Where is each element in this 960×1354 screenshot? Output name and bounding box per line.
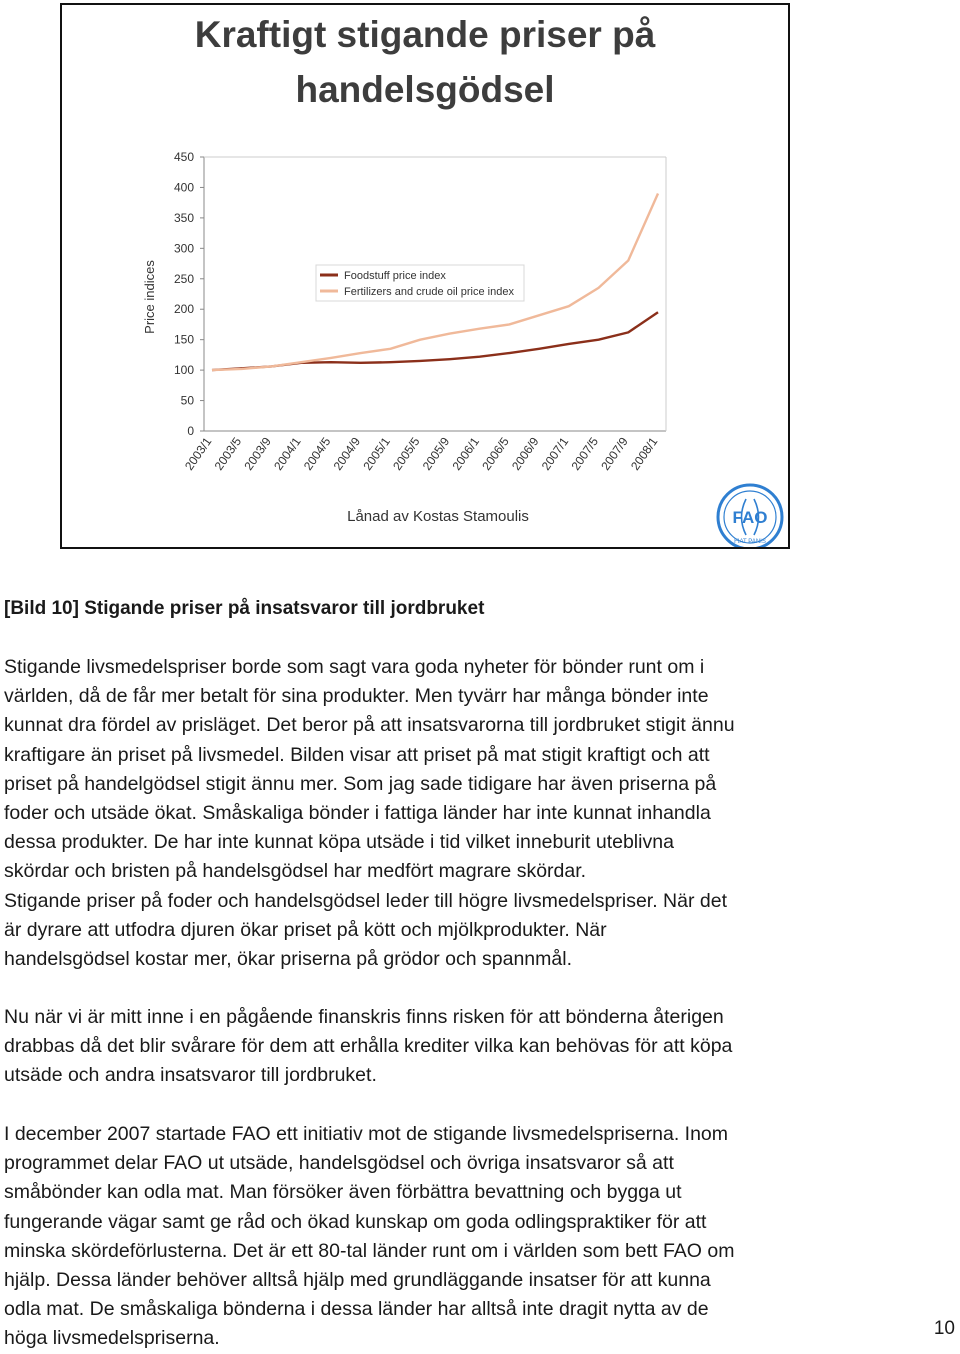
x-tick-label: 2003/5 [211,434,245,473]
y-tick-label: 200 [173,302,194,317]
paragraph-line: utsäde och andra insatsvaror till jordbruket. [4,1064,377,1087]
paragraph-line: Stigande priser på foder och handelsgödsel leder till högre livsmedelspriser. När det [4,889,727,912]
paragraph-line: fungerande vägar samt ge råd och ökad kunskap om goda odlingspraktiker för att [4,1210,707,1233]
x-tick-label: 2006/1 [449,434,483,473]
x-tick-label: 2005/1 [360,434,393,473]
x-tick-label: 2006/9 [509,434,542,473]
x-tick-label: 2005/5 [390,434,423,473]
x-tick-label: 2007/5 [568,434,601,473]
paragraph-line: småbönder kan odla mat. Man försöker även förbättra bevattning och bygga ut [4,1181,682,1204]
paragraph-line: handelsgödsel kostar mer, ökar priserna på grödor och spannmål. [4,948,572,971]
paragraph-line: drabbas då det blir svårare för dem att erhålla krediter vilka kan behövas för att köpa [4,1035,733,1058]
y-tick-label: 450 [173,150,194,164]
y-tick-label: 350 [173,210,194,225]
x-tick-label: 2007/1 [538,434,572,473]
y-tick-label: 50 [180,393,194,408]
x-tick-label: 2003/1 [181,434,215,473]
fao-logo [718,485,782,547]
x-tick-label: 2004/1 [271,434,304,473]
slide-title-line-1: Kraftigt stigande priser på [194,14,656,55]
series-line-1 [212,312,658,370]
x-tick-label: 2005/9 [419,434,453,473]
paragraph-line: dessa produkter. De har inte kunnat köpa utsäde i tid vilket inneburit uteblivna [4,831,674,854]
paragraph-line: hjälp. Dessa länder behöver alltså hjälp med grundläggande insatser för att kunna [4,1269,711,1292]
paragraph-line: odla mat. De småskaliga bönderna i dessa länder har alltså inte dragit nytta av de [4,1298,709,1321]
credit-text: Lånad av Kostas Stamoulis [347,508,529,525]
x-tick-label: 2003/9 [241,434,274,473]
y-tick-label: 150 [173,332,194,347]
page-number: 10 [933,1318,955,1339]
y-tick-label: 100 [173,363,194,378]
y-axis-ticks [174,150,204,438]
x-tick-label: 2006/5 [479,434,512,473]
x-tick-label: 2004/9 [330,434,364,473]
x-tick-label: 2008/1 [627,434,661,473]
slide-title-line-2: handelsgödsel [295,69,555,110]
x-axis-ticks [182,434,661,472]
paragraph-line: priset på handelgödsel stigit ännu mer. Som jag sade tidigare har även priserna på [4,772,717,795]
paragraph-line: kraftigare än priset på livsmedel. Bilden visar att priset på mat stigit kraftigt och att [4,743,710,766]
y-tick-label: 0 [187,424,194,438]
price-index-chart [62,5,788,547]
y-tick-label: 250 [173,271,194,286]
chart-legend [316,265,524,301]
x-tick-label: 2004/5 [300,434,334,473]
paragraph-3 [4,1120,864,1354]
paragraph-line: skördar och bristen på handelsgödsel har medfört magrare skördar. [4,860,587,883]
paragraph-line: programmet delar FAO ut utsäde, handelsgödsel och övriga insatsvaror så att [4,1152,674,1175]
fao-logo-text: FAO [732,508,768,527]
y-tick-label: 400 [173,180,194,195]
figure-caption: [Bild 10] Stigande priser på insatsvaror till jordbruket [4,598,485,619]
paragraph-2 [4,1003,864,1091]
paragraph-line: foder och utsäde ökat. Småskaliga bönder i fattiga länder har inte kunnat inhandla [4,802,711,825]
slide-figure [60,3,790,549]
paragraph-line: kunnat dra fördel av prisläget. Det beror på att insatsvarorna till jordbruket stigit ännu [4,714,735,737]
paragraph-line: Nu när vi är mitt inne i en pågående finanskris finns risken för att bönderna återigen [4,1006,724,1028]
paragraph-line: världen, då de får mer betalt för sina produkter. Men tyvärr har många bönder inte [4,685,709,708]
paragraph-line: höga livsmedelspriserna. [4,1327,220,1350]
x-tick-label: 2007/9 [598,434,631,473]
paragraph-line: minska skördeförlusterna. Det är ett 80-tal länder runt om i världen som bett FAO om [4,1239,735,1262]
paragraph-line: Stigande livsmedelspriser borde som sagt vara goda nyheter för bönder runt om i [4,656,705,678]
y-tick-label: 300 [173,241,194,256]
paragraph-1 [4,653,864,974]
paragraph-line: är dyrare att utfodra djuren ökar priset på kött och mjölkprodukter. När [4,918,607,941]
legend-label: Foodstuff price index [344,270,446,282]
y-axis-label: Price indices [142,260,157,334]
legend-label: Fertilizers and crude oil price index [344,286,514,298]
paragraph-line: I december 2007 startade FAO ett initiativ mot de stigande livsmedelspriserna. Inom [4,1123,729,1145]
fao-logo-motto: FIAT PANIS [734,539,766,545]
